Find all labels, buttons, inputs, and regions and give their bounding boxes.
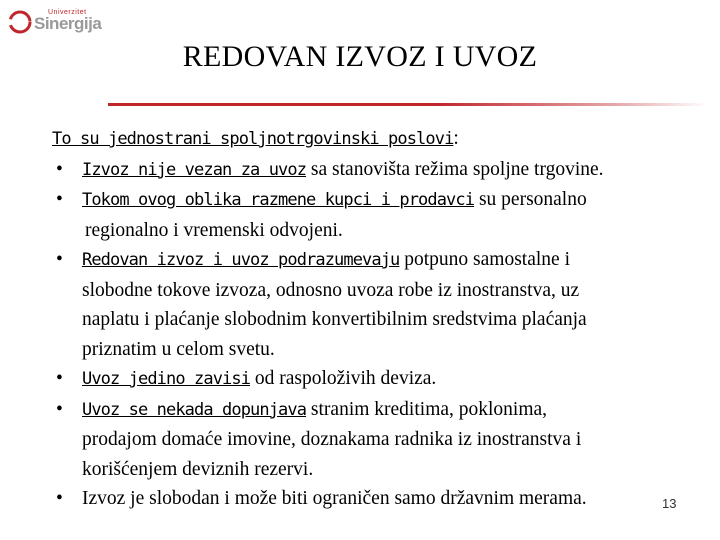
list-item-text: priznatim u celom svetu. <box>82 338 275 360</box>
list-item <box>52 395 712 485</box>
list-item <box>52 484 712 514</box>
list-item <box>52 155 712 186</box>
list-item-underlined: Redovan izvoz i uvoz podrazumevaju <box>82 250 400 270</box>
list-item-underlined: Tokom ovog oblika razmene kupci i prodavci <box>82 190 475 210</box>
intro-line <box>52 124 712 155</box>
list-item-text: Izvoz je slobodan i može biti ograničen samo državnim merama. <box>82 488 587 509</box>
page-number: 13 <box>662 496 677 511</box>
page-title: REDOVAN IZVOZ I UVOZ <box>182 40 538 73</box>
list-item-text: naplatu i plaćanje slobodnim konvertibilnim sredstvima plaćanja <box>82 309 587 330</box>
slide-content <box>52 124 712 514</box>
list-item-text: slobodne tokove izvoza, odnosno uvoza robe iz inostranstva, uz <box>82 279 580 301</box>
bullet-icon: • <box>56 368 63 389</box>
list-item-text: stranim kreditima, poklonima, <box>310 398 548 420</box>
intro-rest: : <box>453 128 459 149</box>
list-item-text: prodajom domaće imovine, doznakama radnika iz inostranstva i <box>82 429 582 450</box>
list-item <box>52 185 712 245</box>
intro-underlined: To su jednostrani spoljnotrgovinski poslovi <box>52 129 454 149</box>
list-item-text: potpuno samostalne i <box>404 249 570 270</box>
bullet-icon: • <box>56 398 63 420</box>
list-item-text: regionalno i vremenski odvojeni. <box>85 219 343 241</box>
list-item-underlined: Izvoz nije vezan za uvoz <box>82 159 307 180</box>
sinergija-logo <box>8 6 128 36</box>
bullet-icon: • <box>56 488 63 509</box>
list-item-text: korišćenjem deviznih rezervi. <box>82 458 314 480</box>
list-item-text: sa stanovišta režima spoljne trgovine. <box>310 158 604 180</box>
list-item <box>52 245 712 364</box>
list-item <box>52 364 712 395</box>
title-divider <box>108 103 708 106</box>
list-item-text: od raspoloživih deviza. <box>254 368 437 389</box>
logo-university-text: Univerzitet <box>48 9 87 16</box>
list-item-underlined: Uvoz jedino zavisi <box>82 369 251 389</box>
logo-mark-icon <box>8 10 32 34</box>
bullet-icon: • <box>56 189 63 210</box>
bullet-icon: • <box>56 249 63 270</box>
logo-name: Sinergija <box>34 14 102 33</box>
list-item-underlined: Uvoz se nekada dopunjava <box>82 399 307 420</box>
list-item-text: su personalno <box>478 189 587 210</box>
bullet-icon: • <box>56 158 63 180</box>
